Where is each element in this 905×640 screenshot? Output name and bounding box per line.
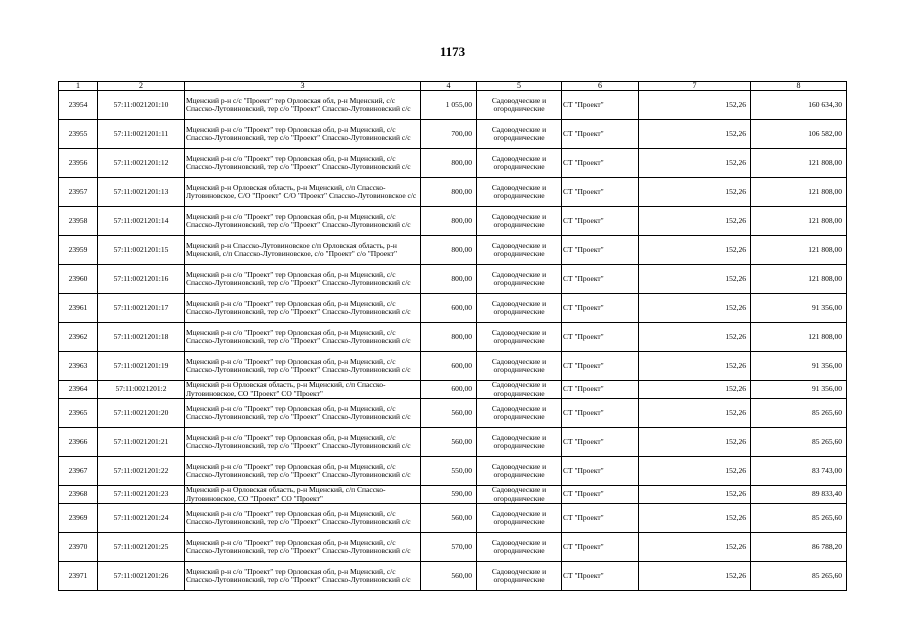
address-cell: Мценский р-н с/о "Проект" тер Орловская обл, р-н Мценский, с/с Спасско-Лутовиновский, тер с/о "Проект" Спасско-Лутовиновский с/с: [185, 120, 421, 149]
table-row: [59, 294, 847, 323]
owner-cell: СТ "Проект": [562, 294, 639, 323]
address-cell: Мценский р-н Орловская область, р-н Мценский, с/п Спасско-Лутовиновское, С/О "Проект" С/О "Проект" Спасско-Лутовиновское с/с: [185, 178, 421, 207]
owner-cell: СТ "Проект": [562, 457, 639, 486]
cadastral-value-cell: 85 265,60: [751, 504, 847, 533]
area-cell: 700,00: [421, 120, 477, 149]
address-cell: Мценский р-н с/о "Проект" тер Орловская обл, р-н Мценский, с/с Спасско-Лутовиновский, тер с/о "Проект" Спасско-Лутовиновский с/с: [185, 294, 421, 323]
cadastral-value-cell: 91 356,00: [751, 352, 847, 381]
land-use-cell: Садоводческие и огороднические: [477, 457, 562, 486]
row-number-cell: 23963: [59, 352, 98, 381]
address-cell: Мценский р-н с/о "Проект" тер Орловская обл, р-н Мценский, с/с Спасско-Лутовиновский, тер с/о "Проект" Спасско-Лутовиновский с/с: [185, 562, 421, 591]
table-row: [59, 381, 847, 399]
row-number-cell: 23957: [59, 178, 98, 207]
header-row: [59, 82, 847, 91]
cadastral-number-cell: 57:11:0021201:13: [98, 178, 185, 207]
land-use-cell: Садоводческие и огороднические: [477, 294, 562, 323]
row-number-cell: 23955: [59, 120, 98, 149]
cadastral-number-cell: 57:11:0021201:20: [98, 399, 185, 428]
table-row: [59, 149, 847, 178]
owner-cell: СТ "Проект": [562, 504, 639, 533]
cadastral-number-cell: 57:11:0021201:18: [98, 323, 185, 352]
land-use-cell: Садоводческие и огороднические: [477, 381, 562, 399]
row-number-cell: 23956: [59, 149, 98, 178]
table-row: [59, 562, 847, 591]
cadastral-number-cell: 57:11:0021201:24: [98, 504, 185, 533]
table-row: [59, 178, 847, 207]
table-row: [59, 399, 847, 428]
area-cell: 560,00: [421, 428, 477, 457]
row-number-cell: 23971: [59, 562, 98, 591]
owner-cell: СТ "Проект": [562, 352, 639, 381]
row-number-cell: 23954: [59, 91, 98, 120]
row-number-cell: 23967: [59, 457, 98, 486]
cadastral-value-cell: 91 356,00: [751, 294, 847, 323]
cadastral-value-cell: 83 743,00: [751, 457, 847, 486]
land-use-cell: Садоводческие и огороднические: [477, 504, 562, 533]
row-number-cell: 23961: [59, 294, 98, 323]
address-cell: Мценский р-н с/с "Проект" тер Орловская обл, р-н Мценский, с/с Спасско-Лутовиновский, тер с/о "Проект" Спасско-Лутовиновский с/с: [185, 91, 421, 120]
table-row: [59, 265, 847, 294]
address-cell: Мценский р-н с/о "Проект" тер Орловская обл, р-н Мценский, с/с Спасско-Лутовиновский, тер с/о "Проект" Спасско-Лутовиновский с/с: [185, 399, 421, 428]
cadastral-number-cell: 57:11:0021201:16: [98, 265, 185, 294]
land-use-cell: Садоводческие и огороднические: [477, 236, 562, 265]
area-cell: 800,00: [421, 236, 477, 265]
owner-cell: СТ "Проект": [562, 265, 639, 294]
land-use-cell: Садоводческие и огороднические: [477, 399, 562, 428]
row-number-cell: 23970: [59, 533, 98, 562]
rate-cell: 152,26: [639, 91, 751, 120]
table-row: [59, 91, 847, 120]
column-header-6: 6: [562, 82, 639, 91]
land-use-cell: Садоводческие и огороднические: [477, 265, 562, 294]
address-cell: Мценский р-н с/о "Проект" тер Орловская обл, р-н Мценский, с/с Спасско-Лутовиновский, тер с/о "Проект" Спасско-Лутовиновский с/с: [185, 265, 421, 294]
cadastral-value-cell: 89 833,40: [751, 486, 847, 504]
cadastral-value-cell: 85 265,60: [751, 428, 847, 457]
land-use-cell: Садоводческие и огороднические: [477, 562, 562, 591]
table-row: [59, 504, 847, 533]
cadastral-value-cell: 91 356,00: [751, 381, 847, 399]
rate-cell: 152,26: [639, 504, 751, 533]
column-header-3: 3: [185, 82, 421, 91]
table-row: [59, 120, 847, 149]
area-cell: 800,00: [421, 207, 477, 236]
owner-cell: СТ "Проект": [562, 120, 639, 149]
area-cell: 590,00: [421, 486, 477, 504]
address-cell: Мценский р-н с/о "Проект" тер Орловская обл, р-н Мценский, с/с Спасско-Лутовиновский, тер с/о "Проект" Спасско-Лутовиновский с/с: [185, 352, 421, 381]
rate-cell: 152,26: [639, 294, 751, 323]
owner-cell: СТ "Проект": [562, 533, 639, 562]
owner-cell: СТ "Проект": [562, 428, 639, 457]
address-cell: Мценский р-н Орловская область, р-н Мценский, с/п Спасско-Лутовиновское, СО "Проект" СО "Проект": [185, 381, 421, 399]
owner-cell: СТ "Проект": [562, 399, 639, 428]
row-number-cell: 23968: [59, 486, 98, 504]
address-cell: Мценский р-н с/о "Проект" тер Орловская обл, р-н Мценский, с/с Спасско-Лутовиновский, тер с/о "Проект" Спасско-Лутовиновский с/с: [185, 149, 421, 178]
cadastral-number-cell: 57:11:0021201:14: [98, 207, 185, 236]
row-number-cell: 23966: [59, 428, 98, 457]
rate-cell: 152,26: [639, 323, 751, 352]
area-cell: 550,00: [421, 457, 477, 486]
rate-cell: 152,26: [639, 149, 751, 178]
table-row: [59, 533, 847, 562]
owner-cell: СТ "Проект": [562, 207, 639, 236]
cadastral-number-cell: 57:11:0021201:23: [98, 486, 185, 504]
row-number-cell: 23960: [59, 265, 98, 294]
cadastral-number-cell: 57:11:0021201:15: [98, 236, 185, 265]
address-cell: Мценский р-н с/о "Проект" тер Орловская обл, р-н Мценский, с/с Спасско-Лутовиновский, тер с/о "Проект" Спасско-Лутовиновский с/с: [185, 533, 421, 562]
cadastral-number-cell: 57:11:0021201:21: [98, 428, 185, 457]
table-row: [59, 352, 847, 381]
column-header-1: 1: [59, 82, 98, 91]
area-cell: 800,00: [421, 149, 477, 178]
address-cell: Мценский р-н с/о "Проект" тер Орловская обл, р-н Мценский, с/с Спасско-Лутовиновский, тер с/о "Проект" Спасско-Лутовиновский с/с: [185, 457, 421, 486]
cadastral-value-cell: 121 808,00: [751, 236, 847, 265]
area-cell: 560,00: [421, 399, 477, 428]
owner-cell: СТ "Проект": [562, 91, 639, 120]
owner-cell: СТ "Проект": [562, 149, 639, 178]
address-cell: Мценский р-н Орловская область, р-н Мценский, с/п Спасско-Лутовиновское, СО "Проект" СО "Проект": [185, 486, 421, 504]
cadastral-number-cell: 57:11:0021201:2: [98, 381, 185, 399]
area-cell: 600,00: [421, 294, 477, 323]
area-cell: 1 055,00: [421, 91, 477, 120]
area-cell: 800,00: [421, 265, 477, 294]
rate-cell: 152,26: [639, 457, 751, 486]
cadastral-value-cell: 121 808,00: [751, 178, 847, 207]
address-cell: Мценский р-н с/о "Проект" тер Орловская обл, р-н Мценский, с/с Спасско-Лутовиновский, тер с/о "Проект" Спасско-Лутовиновский с/с: [185, 323, 421, 352]
column-header-7: 7: [639, 82, 751, 91]
area-cell: 800,00: [421, 178, 477, 207]
land-use-cell: Садоводческие и огороднические: [477, 323, 562, 352]
address-cell: Мценский р-н с/о "Проект" тер Орловская обл, р-н Мценский, с/с Спасско-Лутовиновский, тер с/о "Проект" Спасско-Лутовиновский с/с: [185, 207, 421, 236]
row-number-cell: 23964: [59, 381, 98, 399]
cadastral-value-cell: 121 808,00: [751, 149, 847, 178]
owner-cell: СТ "Проект": [562, 178, 639, 207]
area-cell: 570,00: [421, 533, 477, 562]
column-header-2: 2: [98, 82, 185, 91]
address-cell: Мценский р-н с/о "Проект" тер Орловская обл, р-н Мценский, с/с Спасско-Лутовиновский, тер с/о "Проект" Спасско-Лутовиновский с/с: [185, 504, 421, 533]
cadastral-number-cell: 57:11:0021201:19: [98, 352, 185, 381]
rate-cell: 152,26: [639, 562, 751, 591]
land-use-cell: Садоводческие и огороднические: [477, 207, 562, 236]
rate-cell: 152,26: [639, 120, 751, 149]
column-header-5: 5: [477, 82, 562, 91]
land-use-cell: Садоводческие и огороднические: [477, 486, 562, 504]
cadastral-value-cell: 85 265,60: [751, 399, 847, 428]
table-row: [59, 428, 847, 457]
owner-cell: СТ "Проект": [562, 236, 639, 265]
cadastral-number-cell: 57:11:0021201:17: [98, 294, 185, 323]
table-row: [59, 236, 847, 265]
table-row: [59, 457, 847, 486]
row-number-cell: 23958: [59, 207, 98, 236]
area-cell: 600,00: [421, 352, 477, 381]
area-cell: 560,00: [421, 562, 477, 591]
rate-cell: 152,26: [639, 533, 751, 562]
address-cell: Мценский р-н Спасско-Лутовиновское с/п Орловская область, р-н Мценский, с/п Спасско-Лутовиновское, с/о "Проект" с/о "Проект": [185, 236, 421, 265]
land-use-cell: Садоводческие и огороднические: [477, 120, 562, 149]
owner-cell: СТ "Проект": [562, 323, 639, 352]
rate-cell: 152,26: [639, 352, 751, 381]
cadastral-value-cell: 121 808,00: [751, 323, 847, 352]
rate-cell: 152,26: [639, 428, 751, 457]
cadastral-value-cell: 121 808,00: [751, 207, 847, 236]
rate-cell: 152,26: [639, 381, 751, 399]
cadastral-number-cell: 57:11:0021201:11: [98, 120, 185, 149]
area-cell: 560,00: [421, 504, 477, 533]
column-header-8: 8: [751, 82, 847, 91]
cadastral-number-cell: 57:11:0021201:22: [98, 457, 185, 486]
land-use-cell: Садоводческие и огороднические: [477, 178, 562, 207]
rate-cell: 152,26: [639, 178, 751, 207]
table-body: [59, 91, 847, 591]
land-use-cell: Садоводческие и огороднические: [477, 352, 562, 381]
cadastral-number-cell: 57:11:0021201:12: [98, 149, 185, 178]
table-row: [59, 486, 847, 504]
address-cell: Мценский р-н с/о "Проект" тер Орловская обл, р-н Мценский, с/с Спасско-Лутовиновский, тер с/о "Проект" Спасско-Лутовиновский с/с: [185, 428, 421, 457]
rate-cell: 152,26: [639, 207, 751, 236]
cadastral-value-cell: 106 582,00: [751, 120, 847, 149]
owner-cell: СТ "Проект": [562, 562, 639, 591]
row-number-cell: 23969: [59, 504, 98, 533]
land-use-cell: Садоводческие и огороднические: [477, 428, 562, 457]
land-use-cell: Садоводческие и огороднические: [477, 149, 562, 178]
owner-cell: СТ "Проект": [562, 381, 639, 399]
cadastral-value-cell: 85 265,60: [751, 562, 847, 591]
land-register-table: [58, 81, 847, 591]
rate-cell: 152,26: [639, 399, 751, 428]
cadastral-value-cell: 86 788,20: [751, 533, 847, 562]
table-row: [59, 207, 847, 236]
cadastral-value-cell: 121 808,00: [751, 265, 847, 294]
cadastral-number-cell: 57:11:0021201:26: [98, 562, 185, 591]
row-number-cell: 23965: [59, 399, 98, 428]
cadastral-number-cell: 57:11:0021201:10: [98, 91, 185, 120]
cadastral-value-cell: 160 634,30: [751, 91, 847, 120]
rate-cell: 152,26: [639, 265, 751, 294]
row-number-cell: 23962: [59, 323, 98, 352]
cadastral-number-cell: 57:11:0021201:25: [98, 533, 185, 562]
area-cell: 600,00: [421, 381, 477, 399]
column-header-4: 4: [421, 82, 477, 91]
owner-cell: СТ "Проект": [562, 486, 639, 504]
land-use-cell: Садоводческие и огороднические: [477, 533, 562, 562]
land-use-cell: Садоводческие и огороднические: [477, 91, 562, 120]
area-cell: 800,00: [421, 323, 477, 352]
row-number-cell: 23959: [59, 236, 98, 265]
rate-cell: 152,26: [639, 236, 751, 265]
page-number: 1173: [439, 44, 466, 59]
table-row: [59, 323, 847, 352]
rate-cell: 152,26: [639, 486, 751, 504]
